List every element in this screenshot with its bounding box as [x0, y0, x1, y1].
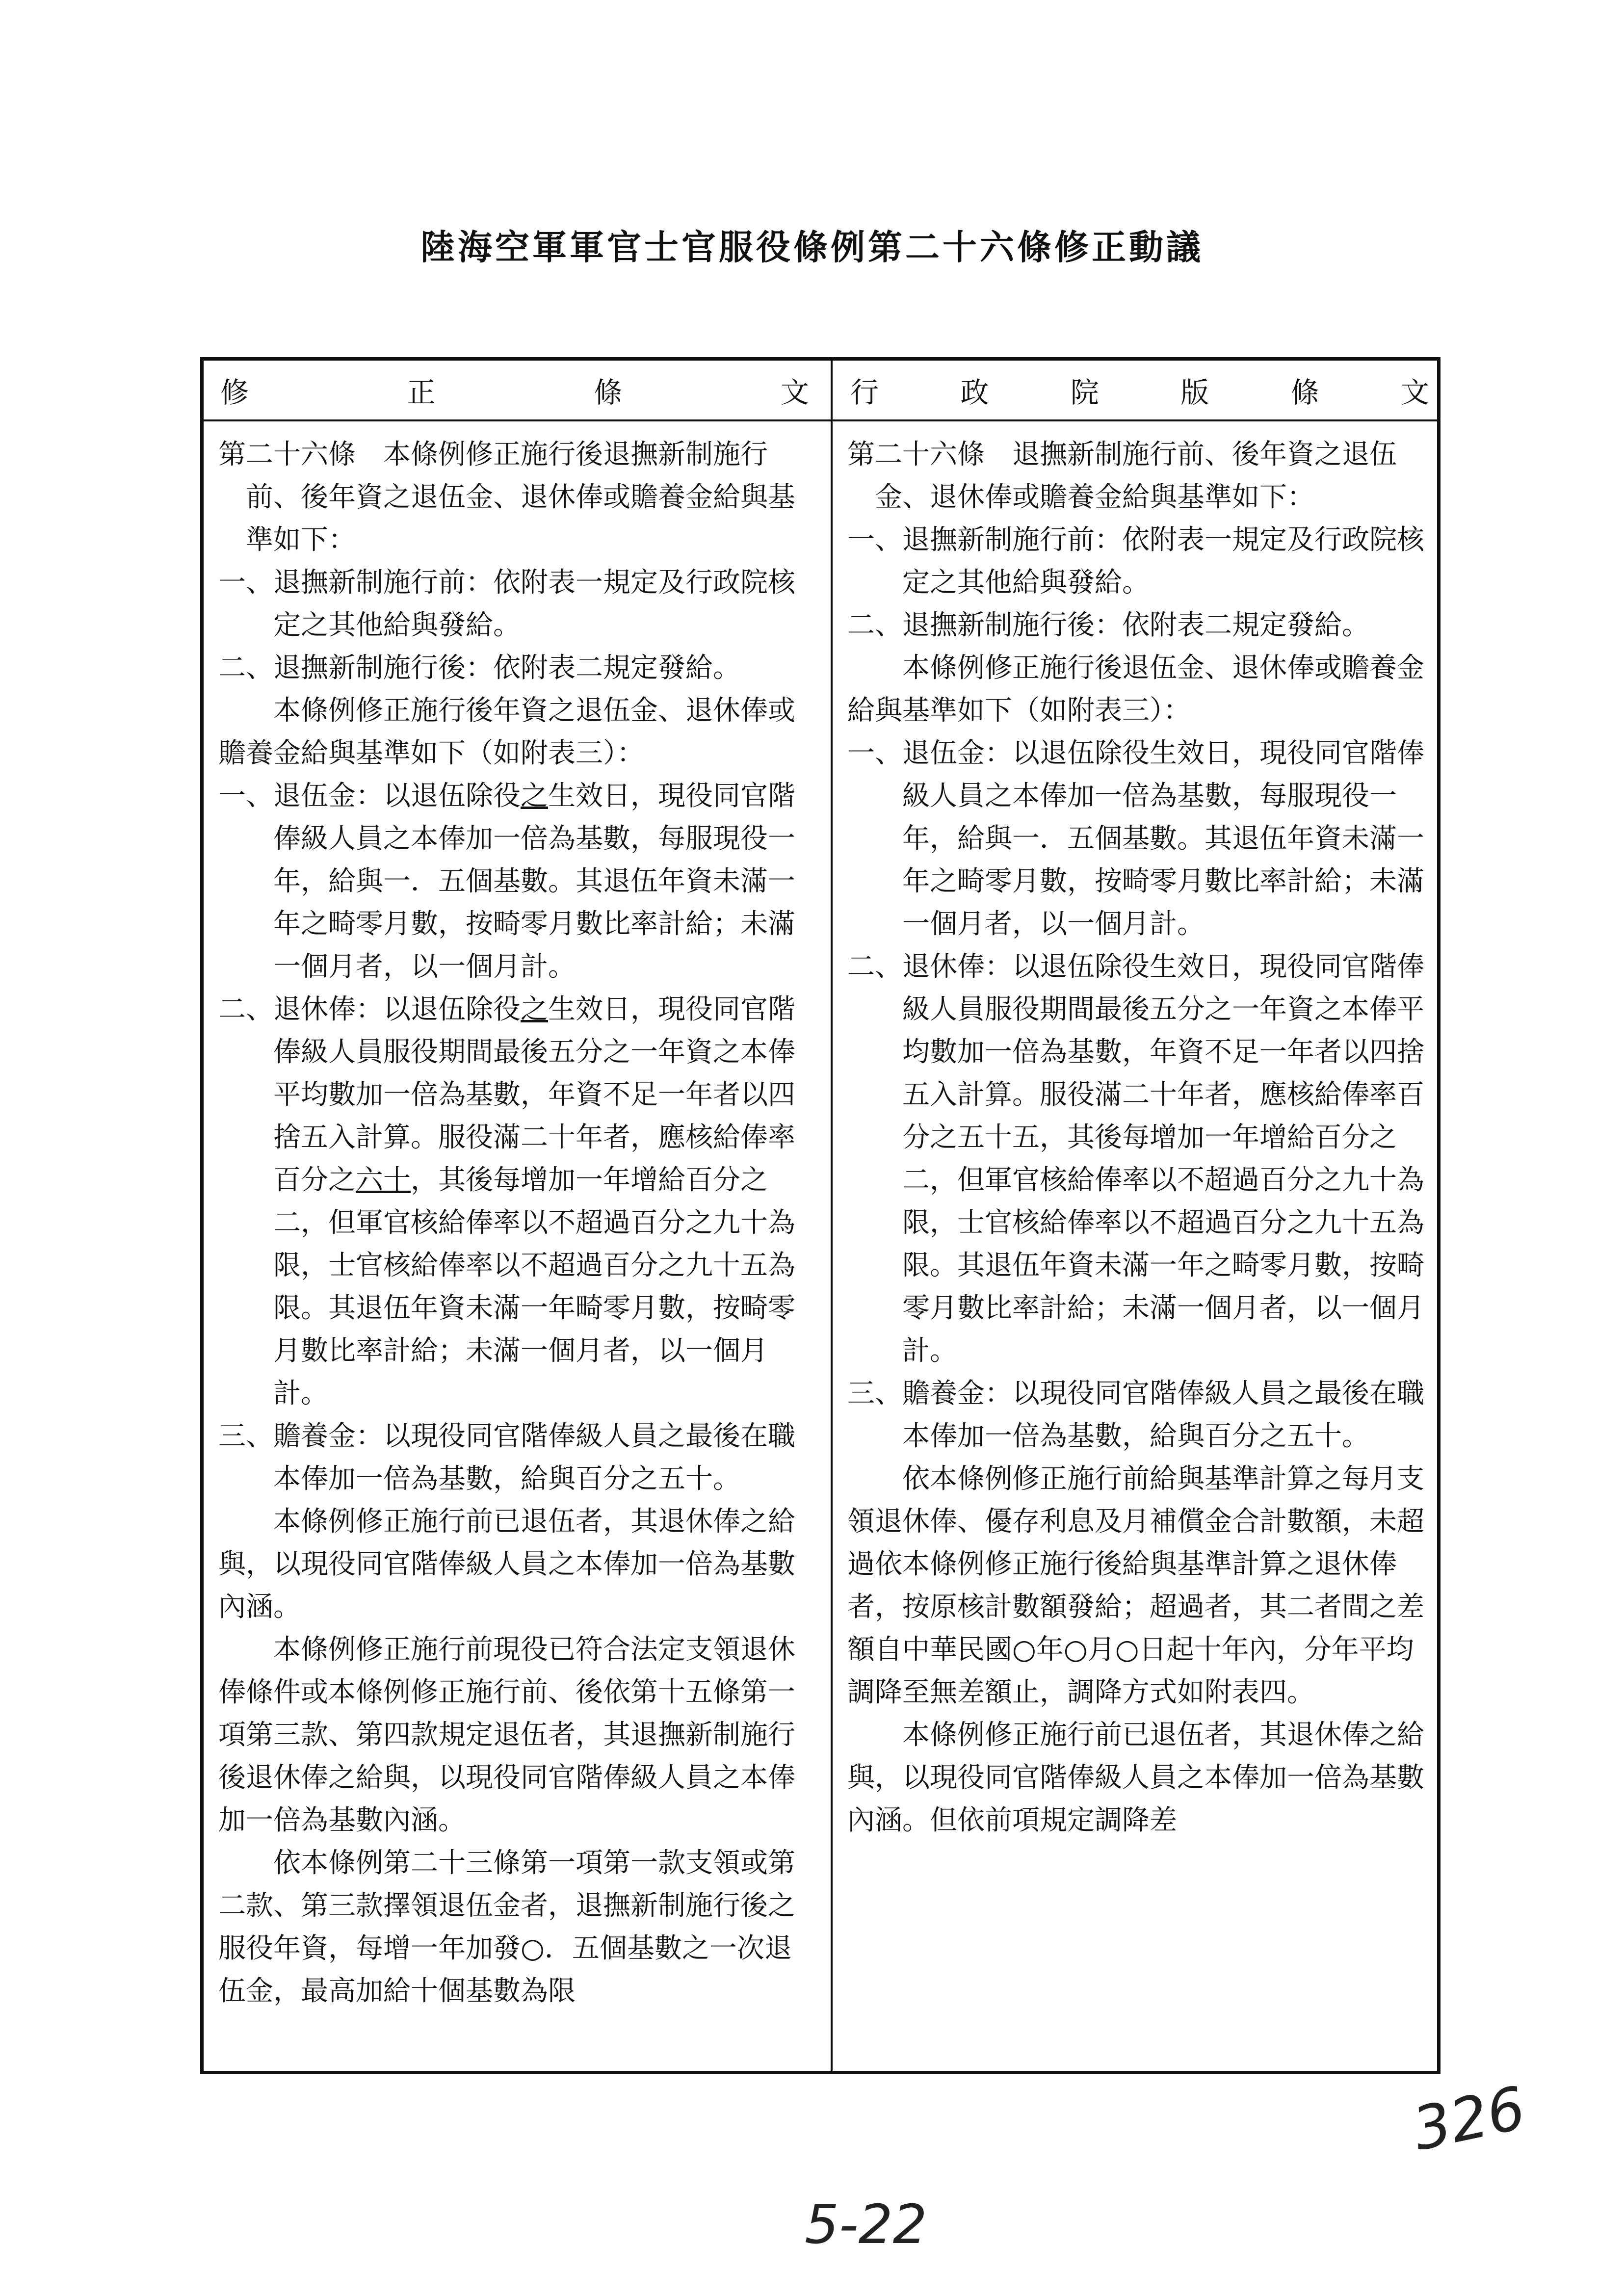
- header-char: 條: [1290, 376, 1319, 409]
- paragraph: 本條例修正施行前現役已符合法定支領退休俸條件或本條例修正施行前、後依第十五條第一項第三款、第四款規定退伍者，其退撫新制施行後退休俸之給與，以現役同官階俸級人員之本俸加一倍為基數內涵。: [218, 1634, 795, 1836]
- list-item: 二、退休俸：以退伍除役生效日，現役同官階俸級人員服役期間最後五分之一年資之本俸平均數加一倍為基數，年資不足一年者以四捨五入計算。服役滿二十年者，應核給俸率百分之五十五，其後每增加一年增給百分之二，但軍官核給俸率以不超過百分之九十為限，士官核給俸率以不超過百分之九十五為限。其退伍年資未滿一年之畸零月數，按畸零月數比率計給；未滿一個月者，以一個月計。: [847, 951, 1424, 1367]
- text-run: 一、退伍金：以退伍除役: [218, 780, 521, 812]
- header-executive-yuan-text: [850, 375, 1429, 410]
- text-run: 二、退休俸：以退伍除役: [218, 993, 521, 1025]
- header-char: 政: [960, 376, 989, 409]
- article-intro: 第二十六條 本條例修正施行後退撫新制施行前、後年資之退伍金、退休俸或贍養金給與基準如下：: [218, 439, 795, 556]
- underlined-text: 六十: [356, 1164, 411, 1196]
- list-item: 三、贍養金：以現役同官階俸級人員之最後在職本俸加一倍為基數，給與百分之五十。: [847, 1378, 1424, 1452]
- header-char: 行: [850, 376, 879, 409]
- paragraph: 本條例修正施行後退伍金、退休俸或贍養金給與基準如下（如附表三）：: [847, 652, 1424, 727]
- paragraph: 本條例修正施行後年資之退伍金、退休俸或贍養金給與基準如下（如附表三）：: [218, 695, 795, 769]
- list-item-retirement-lump-sum: [218, 775, 818, 988]
- paragraph: 本條例修正施行前已退伍者，其退休俸之給與，以現役同官階俸級人員之本俸加一倍為基數內涵。但依前項規定調降差: [847, 1719, 1424, 1836]
- list-item-support-payment: 三、贍養金：以現役同官階俸級人員之最後在職本俸加一倍為基數，給與百分之五十。: [218, 1420, 795, 1495]
- header-char: 修: [220, 376, 249, 409]
- underlined-text: 之: [521, 993, 548, 1025]
- column-divider: [831, 361, 833, 2071]
- amended-article-column: [218, 433, 818, 2012]
- paragraph: 依本條例第二十三條第一項第一款支領或第二款、第三款擇領退伍金者，退撫新制施行後之服役年資，每增一年加發○．五個基數之一次退伍金，最高加給十個基數為限: [218, 1847, 795, 2007]
- text-run: 生效日，現役同官階俸級人員之本俸加一倍為基數，每服現役一年，給與一．五個基數。其退伍年資未滿一年之畸零月數，按畸零月數比率計給；未滿一個月者，以一個月計。: [273, 780, 795, 983]
- header-char: 版: [1180, 376, 1209, 409]
- header-char: 文: [1400, 376, 1429, 409]
- text-run: 生效日，現役同官階俸級人員服役期間最後五分之一年資之本俸平均數加一倍為基數，年資不足一年者以四捨五入計算。服役滿二十年者，應核給俸率百分之: [273, 993, 795, 1196]
- header-char: 條: [594, 376, 623, 409]
- header-char: 正: [407, 376, 436, 409]
- article-intro: 第二十六條 退撫新制施行前、後年資之退伍金、退休俸或贍養金給與基準如下：: [847, 439, 1397, 513]
- list-item: 二、退撫新制施行後：依附表二規定發給。: [218, 652, 740, 684]
- header-amended-text: [220, 375, 809, 410]
- underlined-text: 之: [521, 780, 548, 812]
- document-title: 陸海空軍軍官士官服役條例第二十六條修正動議: [420, 227, 1204, 267]
- header-char: 院: [1070, 376, 1099, 409]
- executive-yuan-article-column: [847, 433, 1429, 1842]
- paragraph: 依本條例修正施行前給與基準計算之每月支領退休俸、優存利息及月補償金合計數額，未超過依本條例修正施行後給與基準計算之退休俸者，按原核計數額發給；超過者，其二者間之差額自中華民國○年○月○日起十年內，分年平均調降至無差額止，調降方式如附表四。: [847, 1463, 1424, 1708]
- list-item: 一、退撫新制施行前：依附表一規定及行政院核定之其他給與發給。: [847, 524, 1424, 599]
- handwritten-page-number: 5-22: [805, 2193, 927, 2256]
- list-item: 一、退撫新制施行前：依附表一規定及行政院核定之其他給與發給。: [218, 567, 795, 641]
- handwritten-corner-mark: 326: [1407, 2074, 1531, 2165]
- list-item: 一、退伍金：以退伍除役生效日，現役同官階俸級人員之本俸加一倍為基數，每服現役一年，給與一．五個基數。其退伍年資未滿一年之畸零月數，按畸零月數比率計給；未滿一個月者，以一個月計。: [847, 737, 1424, 940]
- header-char: 文: [780, 376, 809, 409]
- text-run: ，其後每增加一年增給百分之二，但軍官核給俸率以不超過百分之九十為限，士官核給俸率以不超過百分之九十五為限。其退伍年資未滿一年畸零月數，按畸零月數比率計給；未滿一個月者，以一個月計。: [273, 1164, 795, 1409]
- list-item: 二、退撫新制施行後：依附表二規定發給。: [847, 609, 1369, 641]
- paragraph: 本條例修正施行前已退伍者，其退休俸之給與，以現役同官階俸級人員之本俸加一倍為基數內涵。: [218, 1506, 795, 1623]
- list-item-retirement-pension: [218, 988, 818, 1415]
- comparison-table: [200, 357, 1441, 2074]
- header-divider: [204, 419, 1437, 421]
